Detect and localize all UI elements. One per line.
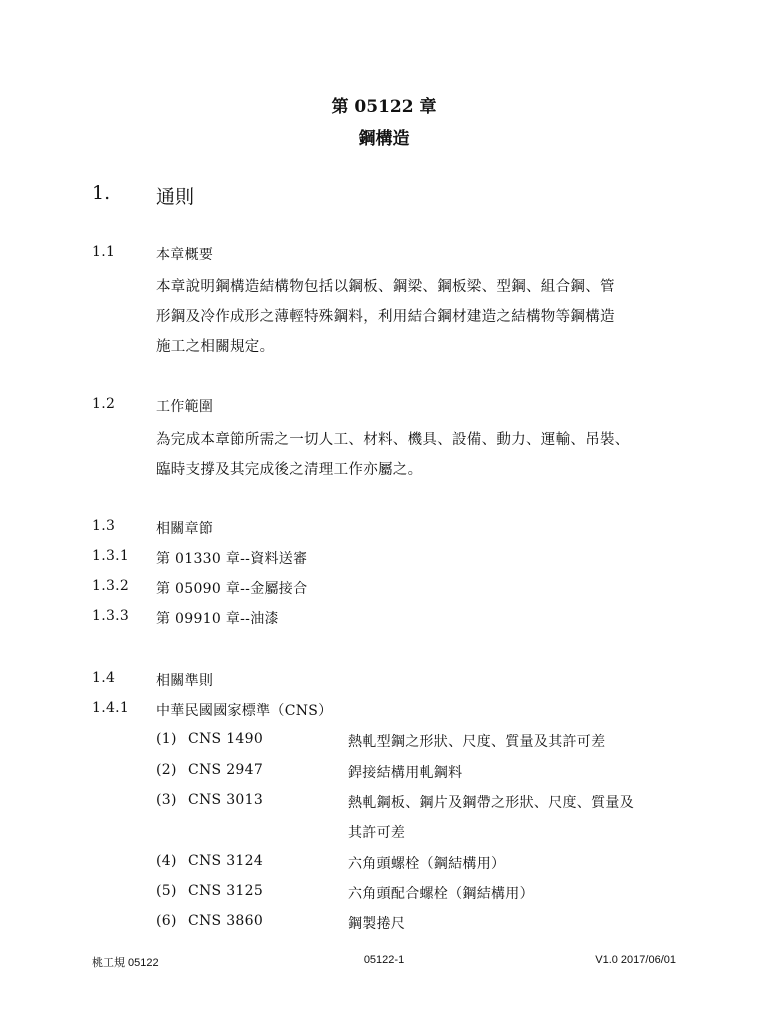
standard-code: CNS 3013 — [188, 792, 264, 808]
item-number: 1.4.1 — [92, 700, 130, 716]
item-number: 1.3.2 — [92, 578, 130, 594]
paragraph-line: 形鋼及冷作成形之薄輕特殊鋼料，利用結合鋼材建造之結構物等鋼構造 — [156, 309, 615, 325]
item-text: 第 05090 章--金屬接合 — [156, 581, 308, 597]
standard-index: (2) — [156, 762, 177, 778]
chapter-title: 鋼構造 — [358, 129, 410, 149]
standard-index: (3) — [156, 792, 177, 808]
standard-description: 六角頭配合螺栓（鋼結構用） — [348, 886, 534, 902]
standard-code: CNS 3125 — [188, 883, 264, 899]
section-number: 1. — [92, 182, 111, 204]
standard-index: (4) — [156, 853, 177, 869]
standard-description: 熱軋鋼板、鋼片及鋼帶之形狀、尺度、質量及 — [348, 795, 634, 811]
standard-code: CNS 1490 — [188, 731, 264, 747]
standard-index: (1) — [156, 731, 177, 747]
item-number: 1.3.1 — [92, 548, 130, 564]
footer-left: 桃工規 05122 — [92, 957, 159, 969]
chapter-number: 第 05122 章 — [331, 97, 437, 117]
footer-right: V1.0 2017/06/01 — [595, 954, 676, 966]
item-text: 第 01330 章--資料送審 — [156, 551, 308, 567]
item-text: 中華民國國家標準（CNS） — [156, 703, 333, 719]
subsection-title: 相關章節 — [156, 521, 214, 537]
standard-code: CNS 3124 — [188, 853, 264, 869]
standard-index: (5) — [156, 883, 177, 899]
paragraph-line: 本章說明鋼構造結構物包括以鋼板、鋼梁、鋼板梁、型鋼、組合鋼、管 — [156, 279, 615, 295]
page-number: 05122-1 — [363, 954, 405, 966]
subsection-title: 工作範圍 — [156, 399, 214, 415]
paragraph-line: 臨時支撐及其完成後之清理工作亦屬之。 — [156, 462, 423, 478]
item-number: 1.3.3 — [92, 608, 130, 624]
subsection-title: 本章概要 — [156, 247, 214, 263]
subsection-number: 1.4 — [92, 670, 116, 686]
subsection-number: 1.1 — [92, 244, 116, 260]
standard-description: 銲接結構用軋鋼料 — [348, 765, 463, 781]
standard-index: (6) — [156, 913, 177, 929]
standard-code: CNS 2947 — [188, 762, 264, 778]
standard-description: 熱軋型鋼之形狀、尺度、質量及其許可差 — [348, 734, 606, 750]
standard-description: 六角頭螺栓（鋼結構用） — [348, 856, 506, 872]
subsection-title: 相關準則 — [156, 673, 214, 689]
section-title: 通則 — [156, 186, 195, 208]
item-text: 第 09910 章--油漆 — [156, 611, 279, 627]
paragraph-line: 為完成本章節所需之一切人工、材料、機具、設備、動力、運輸、吊裝、 — [156, 432, 630, 448]
subsection-number: 1.3 — [92, 518, 116, 534]
standard-code: CNS 3860 — [188, 913, 264, 929]
subsection-number: 1.2 — [92, 396, 116, 412]
paragraph-line: 施工之相關規定。 — [156, 339, 275, 355]
standard-description: 鋼製捲尺 — [348, 916, 406, 932]
standard-description-continued: 其許可差 — [348, 825, 406, 841]
